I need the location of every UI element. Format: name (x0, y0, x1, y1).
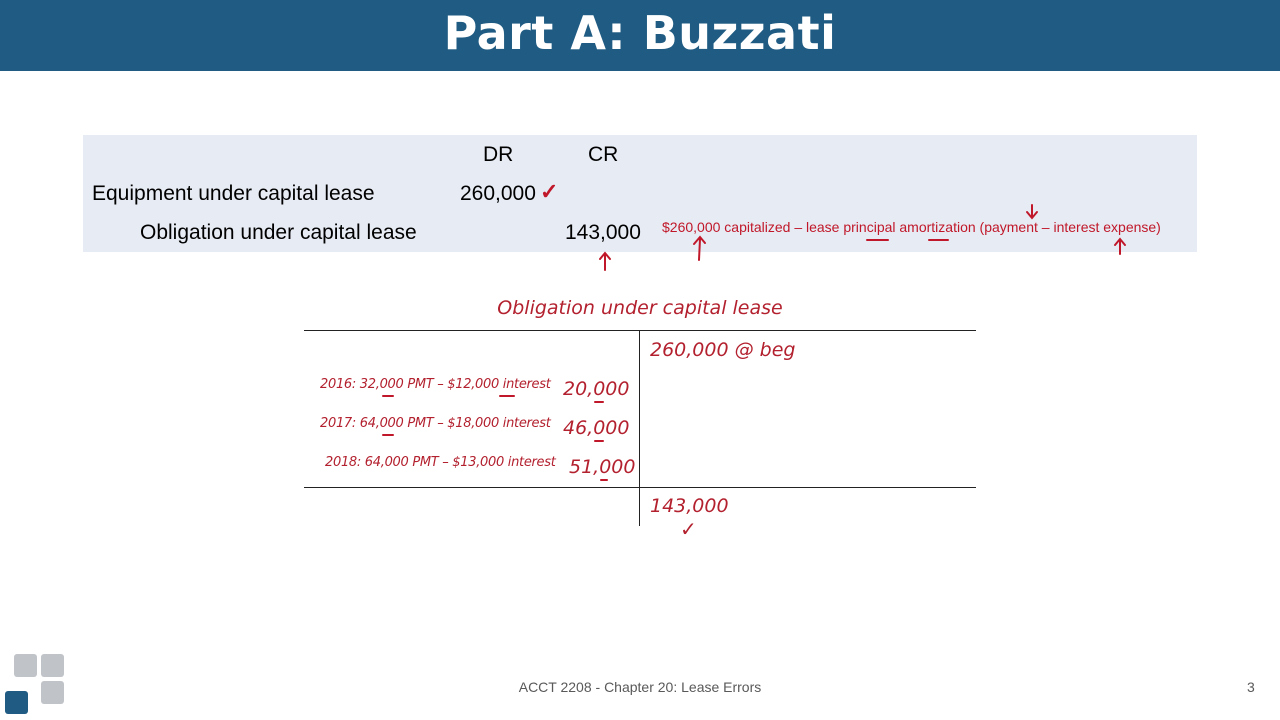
journal-row-dr: 260,000 (460, 182, 536, 205)
logo-tile (14, 654, 37, 677)
logo-tile (41, 654, 64, 677)
beginning-balance: 260,000 @ beg (650, 339, 796, 361)
debit-entry-label: 2017: 64,000 PMT – $18,000 interest (320, 416, 551, 431)
debit-entry-amount: 20,000 (563, 378, 630, 400)
debit-entry-amount: 46,000 (563, 417, 630, 439)
arrow-up-icon (600, 253, 610, 270)
slide-title: Part A: Buzzati (443, 6, 837, 60)
journal-row-cr: 143,000 (565, 221, 641, 244)
arrow-up-icon (1115, 239, 1125, 254)
debit-entry-label: 2016: 32,000 PMT – $12,000 interest (320, 377, 551, 392)
cr-header: CR (588, 143, 619, 166)
page-number: 3 (1247, 679, 1255, 695)
t-account-title: Obligation under capital lease (497, 297, 783, 319)
check-icon: ✓ (540, 179, 559, 204)
journal-row-account: Equipment under capital lease (92, 182, 375, 205)
ending-balance: 143,000 (650, 495, 729, 517)
check-icon: ✓ (680, 517, 697, 541)
annotation-note: $260,000 capitalized – lease principal amortization (payment – interest expense) (662, 219, 1161, 235)
arrow-up-icon (694, 237, 705, 260)
arrow-down-icon (1027, 205, 1037, 218)
slide-footer: ACCT 2208 - Chapter 20: Lease Errors (518, 679, 762, 695)
debit-entry-label: 2018: 64,000 PMT – $13,000 interest (325, 455, 556, 470)
journal-row-account: Obligation under capital lease (140, 221, 417, 244)
debit-entry-amount: 51,000 (569, 456, 636, 478)
underline-mark (383, 240, 948, 480)
dr-header: DR (483, 143, 514, 166)
